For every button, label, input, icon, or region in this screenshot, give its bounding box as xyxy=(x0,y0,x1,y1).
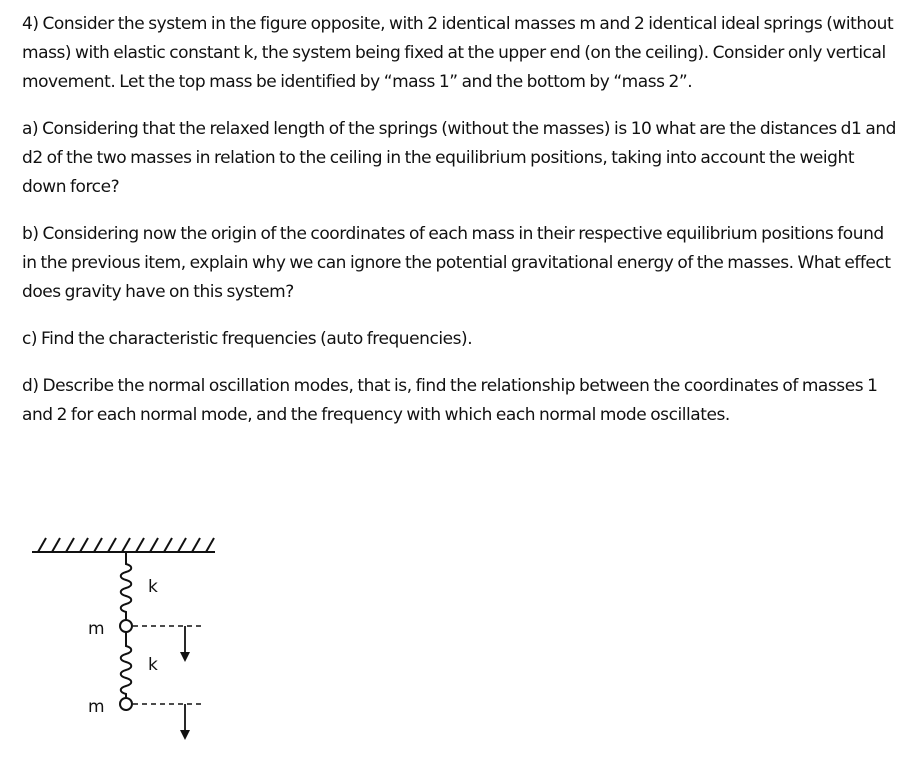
spring-mass-figure xyxy=(30,530,230,760)
mass-top xyxy=(120,620,132,632)
part-c: c) Find the characteristic frequencies (auto frequencies). xyxy=(22,329,473,349)
spring-mass-diagram xyxy=(30,530,230,760)
arrow-head-bottom xyxy=(180,730,190,740)
mass-bottom xyxy=(120,698,132,710)
problem-text xyxy=(22,10,902,448)
spring-bottom xyxy=(121,632,132,698)
part-d: d) Describe the normal oscillation modes, that is, find the relationship between the coordinates of masses 1 and 2 for each normal mode, and the frequency with which each normal mode oscillates. xyxy=(22,376,878,425)
mass-top-label: m xyxy=(88,619,105,639)
arrow-head-top xyxy=(180,652,190,662)
part-b: b) Considering now the origin of the coordinates of each mass in their respective equilibrium positions found in the previous item, explain why we can ignore the potential gravitational energy of the masses. What effect does gravity have on this system? xyxy=(22,224,891,302)
spring-top xyxy=(121,552,132,620)
part-a: a) Considering that the relaxed length of the springs (without the masses) is 10 what are the distances d1 and d2 of the two masses in relation to the ceiling in the equilibrium positions, taking into account the weight down force? xyxy=(22,119,896,197)
spring-bottom-label: k xyxy=(148,655,158,675)
ceiling xyxy=(32,538,215,552)
spring-top-label: k xyxy=(148,577,158,597)
problem-intro: 4) Consider the system in the figure opposite, with 2 identical masses m and 2 identical ideal springs (without mass) with elastic constant k, the system being fixed at the upper end (on the ceiling). Consider only vertical movement. Let the top mass be identified by “mass 1” and the bottom by “mass 2”. xyxy=(22,14,894,92)
mass-bottom-label: m xyxy=(88,697,105,717)
